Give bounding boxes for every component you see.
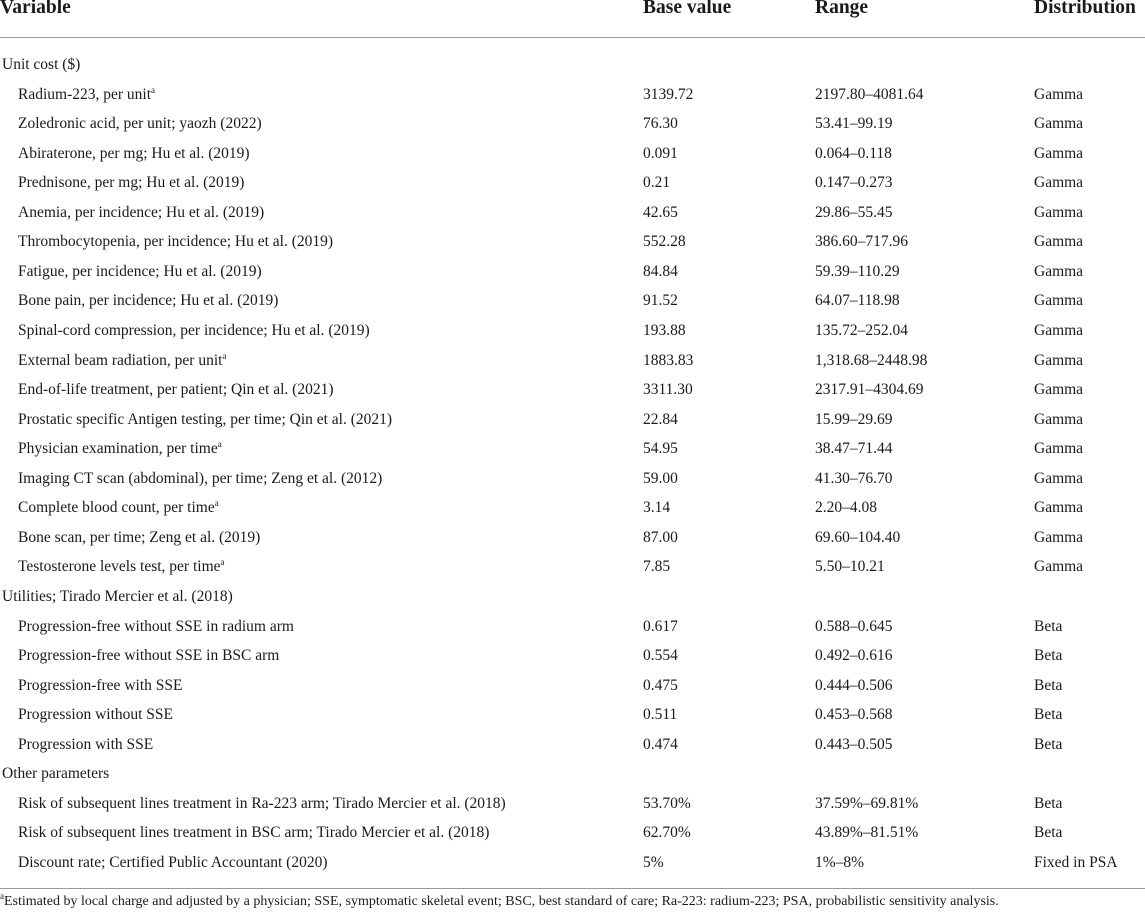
variable-cell — [18, 257, 262, 286]
table-row — [0, 405, 1145, 434]
variable-cell — [18, 464, 382, 493]
base-value-cell: 0.474 — [643, 735, 678, 753]
range-cell: 15.99–29.69 — [815, 410, 893, 428]
table-row — [0, 257, 1145, 286]
section-heading-row — [0, 759, 1145, 788]
variable-cell — [18, 80, 155, 109]
variable-text: Progression with SSE — [18, 735, 154, 753]
base-value-cell: 22.84 — [643, 410, 678, 428]
variable-cell — [18, 286, 278, 315]
base-value-cell: 76.30 — [643, 115, 678, 133]
table-row — [0, 552, 1145, 581]
base-value-cell: 53.70% — [643, 794, 691, 812]
footnote-marker: a — [222, 350, 227, 361]
base-value-cell: 552.28 — [643, 233, 686, 251]
footnote — [0, 890, 999, 914]
variable-text: Progression-free without SSE in BSC arm — [18, 647, 280, 664]
table-row — [0, 80, 1145, 109]
variable-cell — [18, 641, 279, 670]
variable-text: Fatigue, per incidence; Hu et al. (2019) — [18, 262, 262, 280]
base-value-cell: 193.88 — [643, 321, 686, 339]
footnote-marker: a — [151, 84, 156, 95]
range-cell: 135.72–252.04 — [815, 321, 908, 339]
table-row — [0, 227, 1145, 256]
distribution-cell: Beta — [1034, 794, 1063, 812]
distribution-cell: Gamma — [1034, 381, 1084, 399]
table-row — [0, 641, 1145, 670]
variable-text: Radium-223, per unit — [18, 85, 152, 103]
distribution-cell: Beta — [1034, 647, 1063, 664]
section-heading: Utilities; Tirado Mercier et al. (2018) — [2, 587, 233, 605]
header-divider — [0, 37, 1145, 38]
range-cell: 0.453–0.568 — [815, 706, 893, 724]
variable-text: Physician examination, per time — [18, 440, 218, 458]
base-value-cell: 0.091 — [643, 144, 678, 162]
base-value-cell: 0.617 — [643, 617, 678, 635]
table-row — [0, 464, 1145, 493]
variable-text: Complete blood count, per time — [18, 499, 215, 517]
table-row — [0, 523, 1145, 552]
variable-cell — [18, 700, 173, 729]
variable-text: End-of-life treatment, per patient; Qin et al. (2021) — [18, 381, 334, 399]
table-header-row — [0, 0, 1145, 36]
range-cell: 2317.91–4304.69 — [815, 381, 924, 399]
distribution-cell: Beta — [1034, 824, 1063, 842]
variable-text: Risk of subsequent lines treatment in Ra-223 arm; Tirado Mercier et al. (2018) — [18, 794, 506, 812]
footer-divider — [0, 888, 1145, 889]
variable-text: Imaging CT scan (abdominal), per time; Zeng et al. (2012) — [18, 469, 383, 487]
variable-text: Prednisone, per mg; Hu et al. (2019) — [18, 174, 245, 192]
variable-text: Progression without SSE — [18, 706, 174, 724]
range-cell: 0.492–0.616 — [815, 647, 893, 664]
range-cell: 69.60–104.40 — [815, 528, 901, 546]
distribution-cell: Gamma — [1034, 469, 1084, 487]
header-variable: Variable — [0, 0, 71, 18]
distribution-cell: Gamma — [1034, 410, 1084, 428]
variable-text: Progression-free with SSE — [18, 676, 183, 694]
table-row — [0, 375, 1145, 404]
section-heading: Other parameters — [2, 765, 110, 783]
range-cell: 53.41–99.19 — [815, 115, 893, 133]
header-base-value: Base value — [643, 0, 732, 18]
variable-text: Bone scan, per time; Zeng et al. (2019) — [18, 528, 261, 546]
variable-cell — [18, 434, 222, 463]
section-heading-row — [0, 582, 1145, 611]
range-cell: 1%–8% — [815, 853, 865, 871]
base-value-cell: 7.85 — [643, 558, 671, 576]
variable-cell — [18, 139, 250, 168]
footnote-marker: a — [214, 498, 219, 509]
distribution-cell: Gamma — [1034, 85, 1084, 103]
table-row — [0, 346, 1145, 375]
footnote-text: Estimated by local charge and adjusted by a physician; SSE, symptomatic skeletal event; BSC, best standard of care; Ra-223: radium-223; PSA, probabilistic sensitivity analysis. — [4, 894, 999, 909]
table-row — [0, 700, 1145, 729]
distribution-cell: Gamma — [1034, 499, 1084, 517]
distribution-cell: Beta — [1034, 617, 1063, 635]
distribution-cell: Gamma — [1034, 558, 1084, 576]
distribution-cell: Gamma — [1034, 233, 1084, 251]
range-cell: 38.47–71.44 — [815, 440, 893, 458]
base-value-cell: 42.65 — [643, 203, 678, 221]
base-value-cell: 91.52 — [643, 292, 678, 310]
variable-text: External beam radiation, per unit — [18, 351, 223, 369]
variable-text: Prostatic specific Antigen testing, per time; Qin et al. (2021) — [18, 410, 393, 428]
variable-cell — [18, 523, 260, 552]
variable-text: Spinal-cord compression, per incidence; Hu et al. (2019) — [18, 321, 370, 339]
distribution-cell: Beta — [1034, 735, 1063, 753]
header-distribution: Distribution — [1034, 0, 1136, 18]
range-cell: 0.147–0.273 — [815, 174, 893, 192]
distribution-cell: Fixed in PSA — [1034, 853, 1118, 871]
section-heading: Unit cost ($) — [2, 56, 81, 73]
footnote-marker: a — [220, 557, 225, 568]
table-row — [0, 848, 1145, 877]
base-value-cell: 1883.83 — [643, 351, 694, 369]
distribution-cell: Gamma — [1034, 144, 1084, 162]
header-range: Range — [815, 0, 869, 18]
base-value-cell: 0.21 — [643, 174, 671, 192]
range-cell: 0.588–0.645 — [815, 617, 893, 635]
variable-cell — [18, 818, 489, 847]
variable-cell — [18, 789, 506, 818]
base-value-cell: 3139.72 — [643, 85, 694, 103]
variable-text: Bone pain, per incidence; Hu et al. (2019) — [18, 292, 279, 310]
range-cell: 1,318.68–2448.98 — [815, 351, 928, 369]
range-cell: 2.20–4.08 — [815, 499, 877, 517]
range-cell: 59.39–110.29 — [815, 262, 900, 280]
distribution-cell: Gamma — [1034, 262, 1084, 280]
distribution-cell: Gamma — [1034, 174, 1084, 192]
range-cell: 37.59%–69.81% — [815, 794, 919, 812]
range-cell: 29.86–55.45 — [815, 203, 893, 221]
variable-text: Progression-free without SSE in radium arm — [18, 617, 294, 635]
variable-cell — [18, 168, 244, 197]
table-row — [0, 434, 1145, 463]
table-row — [0, 139, 1145, 168]
variable-text: Testosterone levels test, per time — [18, 558, 221, 576]
table-row — [0, 316, 1145, 345]
footnote-marker: a — [0, 891, 4, 901]
table-row — [0, 671, 1145, 700]
base-value-cell: 54.95 — [643, 440, 678, 458]
range-cell: 41.30–76.70 — [815, 469, 893, 487]
range-cell: 5.50–10.21 — [815, 558, 885, 576]
variable-cell — [18, 552, 225, 581]
distribution-cell: Gamma — [1034, 292, 1084, 310]
variable-text: Risk of subsequent lines treatment in BSC arm; Tirado Mercier et al. (2018) — [18, 824, 490, 842]
distribution-cell: Gamma — [1034, 440, 1084, 458]
base-value-cell: 59.00 — [643, 469, 678, 487]
range-cell: 0.443–0.505 — [815, 735, 893, 753]
distribution-cell: Gamma — [1034, 321, 1084, 339]
table-row — [0, 818, 1145, 847]
base-value-cell: 0.511 — [643, 706, 678, 724]
table-row — [0, 198, 1145, 227]
table-row — [0, 286, 1145, 315]
variable-cell — [18, 346, 226, 375]
variable-cell — [18, 227, 333, 256]
table-row — [0, 612, 1145, 641]
base-value-cell: 87.00 — [643, 528, 678, 546]
range-cell: 386.60–717.96 — [815, 233, 908, 251]
variable-cell — [18, 375, 333, 404]
distribution-cell: Gamma — [1034, 528, 1084, 546]
variable-text: Zoledronic acid, per unit; yaozh (2022) — [18, 115, 262, 133]
distribution-cell: Gamma — [1034, 351, 1084, 369]
distribution-cell: Beta — [1034, 706, 1063, 724]
base-value-cell: 84.84 — [643, 262, 678, 280]
distribution-cell: Beta — [1034, 676, 1063, 694]
variable-text: Abiraterone, per mg; Hu et al. (2019) — [18, 144, 250, 162]
range-cell: 43.89%–81.51% — [815, 824, 919, 842]
table-row — [0, 789, 1145, 818]
variable-text: Thrombocytopenia, per incidence; Hu et al. (2019) — [18, 233, 334, 251]
range-cell: 0.064–0.118 — [815, 144, 892, 162]
variable-text: Anemia, per incidence; Hu et al. (2019) — [18, 203, 265, 221]
table-row — [0, 730, 1145, 759]
variable-cell — [18, 316, 370, 345]
distribution-cell: Gamma — [1034, 203, 1084, 221]
footnote-marker: a — [217, 439, 222, 450]
variable-cell — [18, 671, 182, 700]
variable-text: Discount rate; Certified Public Accountant (2020) — [18, 853, 328, 871]
variable-cell — [18, 730, 153, 759]
base-value-cell: 0.475 — [643, 676, 678, 694]
variable-cell — [18, 612, 294, 641]
base-value-cell: 3311.30 — [643, 381, 693, 399]
variable-cell — [18, 493, 219, 522]
distribution-cell: Gamma — [1034, 115, 1084, 133]
base-value-cell: 0.554 — [643, 647, 678, 664]
base-value-cell: 5% — [643, 853, 664, 871]
range-cell: 0.444–0.506 — [815, 676, 893, 694]
table-row — [0, 109, 1145, 138]
base-value-cell: 3.14 — [643, 499, 671, 517]
range-cell: 64.07–118.98 — [815, 292, 900, 310]
variable-cell — [18, 198, 264, 227]
range-cell: 2197.80–4081.64 — [815, 85, 924, 103]
base-value-cell: 62.70% — [643, 824, 691, 842]
table-row — [0, 168, 1145, 197]
section-heading-row — [0, 50, 1145, 79]
variable-cell — [18, 109, 262, 138]
variable-cell — [18, 405, 392, 434]
variable-cell — [18, 848, 328, 877]
table-row — [0, 493, 1145, 522]
